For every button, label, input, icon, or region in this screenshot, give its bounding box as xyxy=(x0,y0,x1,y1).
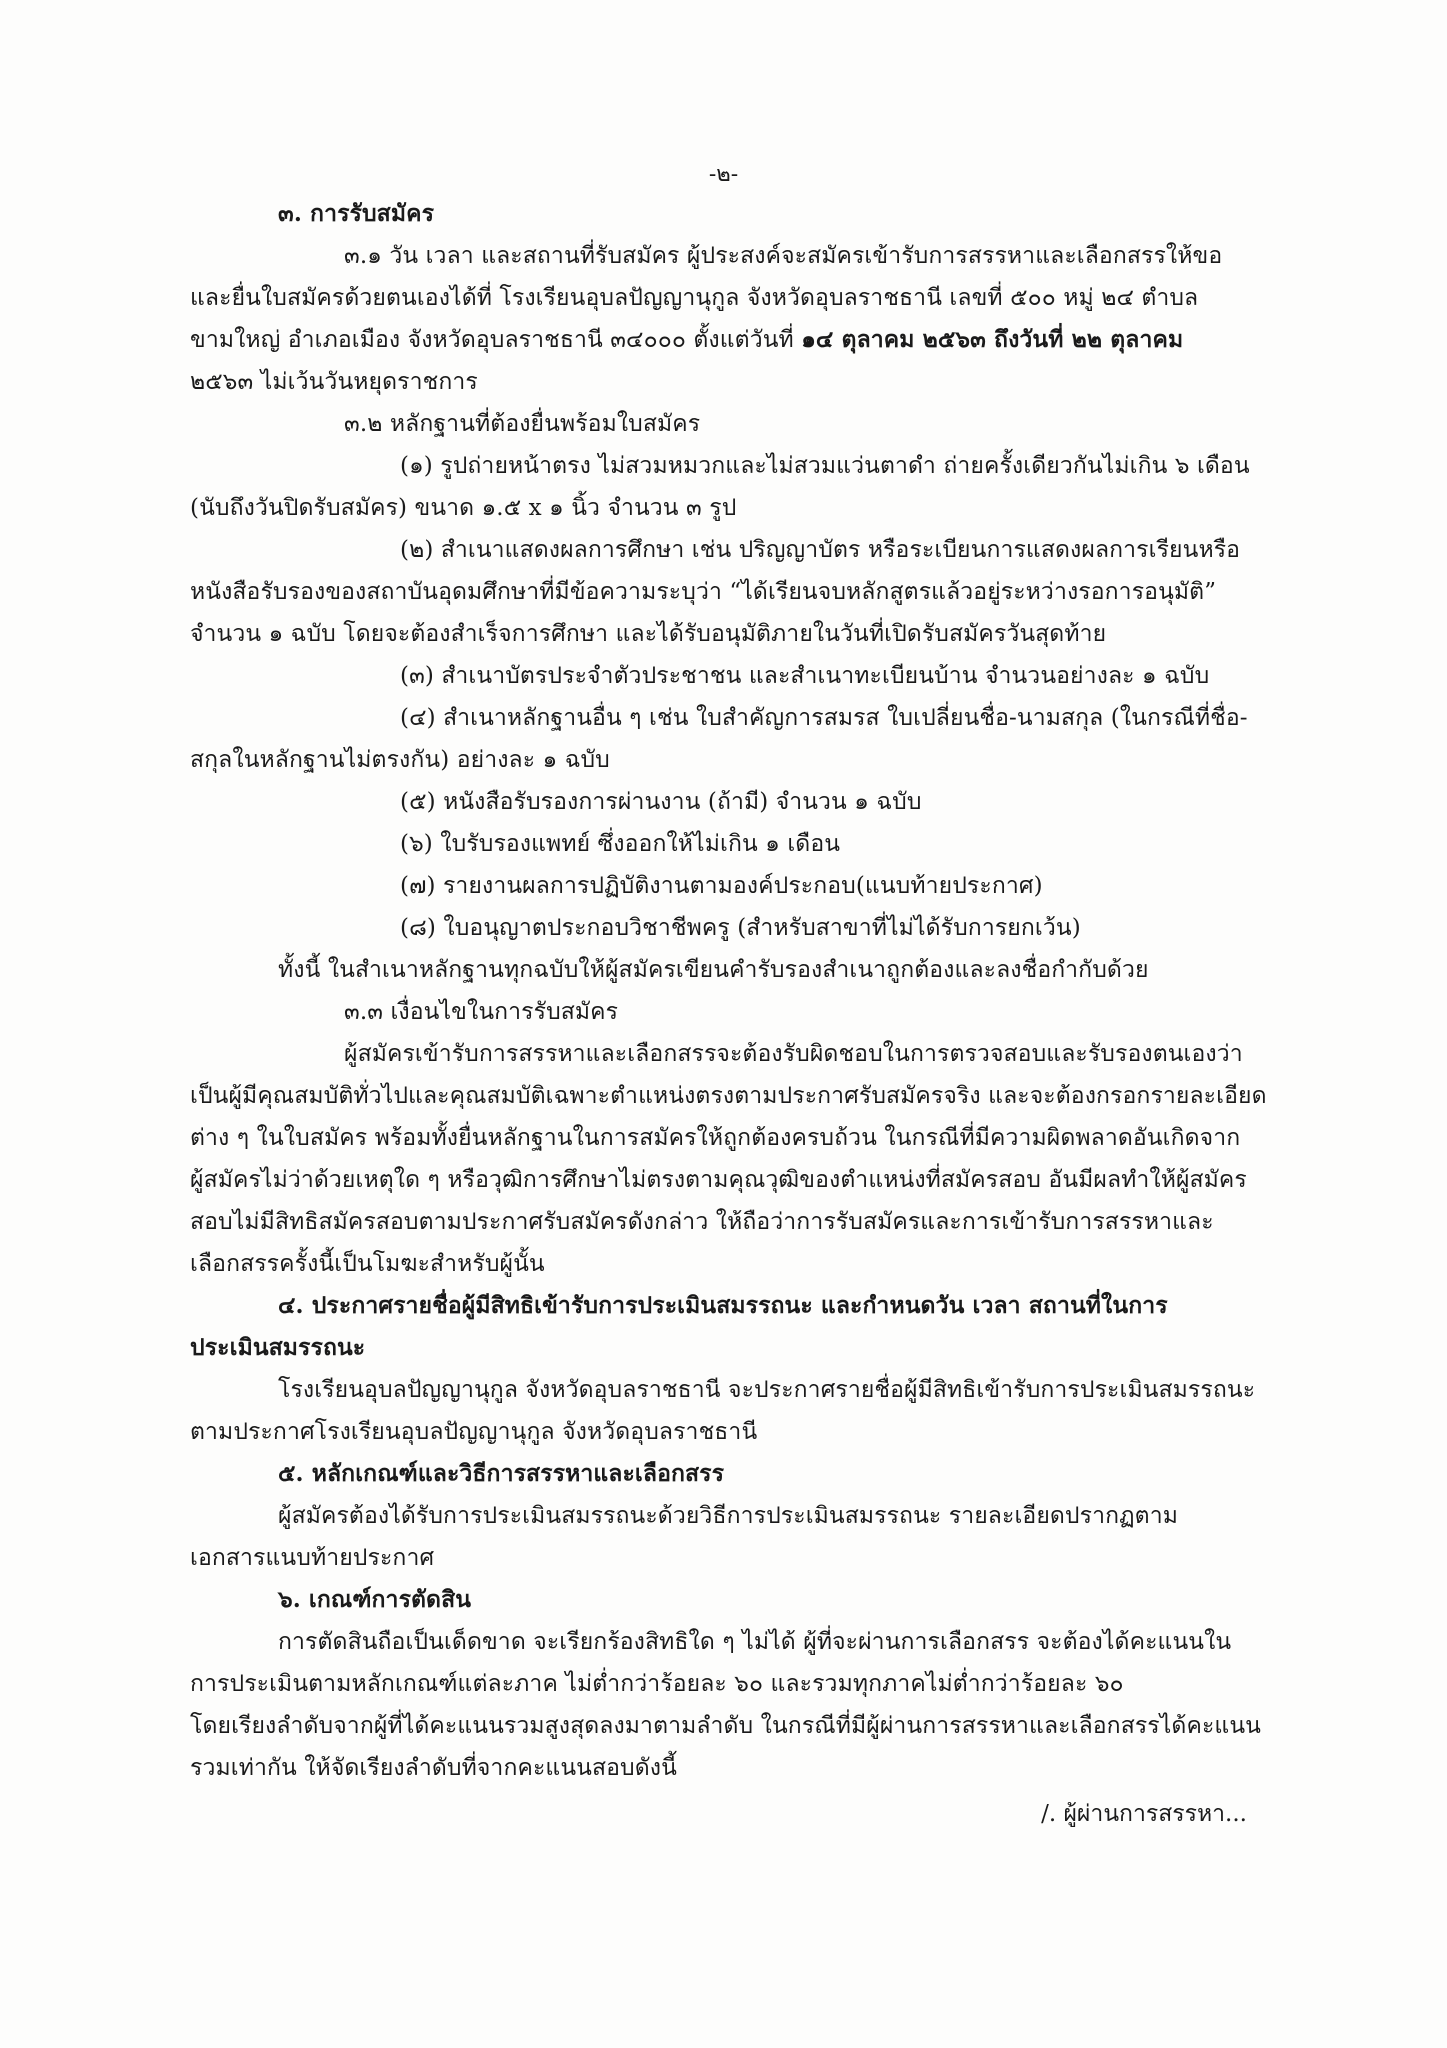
section-5-heading: ๕. หลักเกณฑ์และวิธีการสรรหาและเลือกสรร xyxy=(278,1460,725,1487)
section-4-body: โรงเรียนอุบลปัญญานุกูล จังหวัดอุบลราชธานี จะประกาศรายชื่อผู้มีสิทธิเข้ารับการประเมินสมรรถนะ xyxy=(278,1377,1256,1403)
document-item: (๕) หนังสือรับรองการผ่านงาน (ถ้ามี) จำนวน ๑ ฉบับ xyxy=(400,789,922,815)
certification-note: ทั้งนี้ ในสำเนาหลักฐานทุกฉบับให้ผู้สมัครเขียนคำรับรองสำเนาถูกต้องและลงชื่อกำกับด้วย xyxy=(278,957,1149,983)
section-4-heading: ประเมินสมรรถนะ xyxy=(190,1334,366,1361)
page-number: -๒- xyxy=(708,162,739,187)
section-3-3-line: ผู้สมัครเข้ารับการสรรหาและเลือกสรรจะต้องรับผิดชอบในการตรวจสอบและรับรองตนเองว่า xyxy=(344,1041,1243,1067)
section-3-1-line: ๓.๑ วัน เวลา และสถานที่รับสมัคร ผู้ประสงค์จะสมัครเข้ารับการสรรหาและเลือกสรรให้ขอ xyxy=(344,243,1223,269)
document-item: (๓) สำเนาบัตรประจำตัวประชาชน และสำเนาทะเบียนบ้าน จำนวนอย่างละ ๑ ฉบับ xyxy=(400,663,1210,689)
section-3-3-line: ผู้สมัครไม่ว่าด้วยเหตุใด ๆ หรือวุฒิการศึกษาไม่ตรงตามคุณวุฒิของตำแหน่งที่สมัครสอบ อันมีผลทำให้ผู้สมัคร xyxy=(190,1167,1247,1193)
section-3-3-heading: ๓.๓ เงื่อนไขในการรับสมัคร xyxy=(344,999,619,1025)
section-3-1-line xyxy=(190,324,1183,356)
continuation-note: /. ผู้ผ่านการสรรหา... xyxy=(1041,1801,1247,1827)
section-6-body: รวมเท่ากัน ให้จัดเรียงลำดับที่จากคะแนนสอบดังนี้ xyxy=(190,1755,677,1781)
document-item: (๖) ใบรับรองแพทย์ ซึ่งออกให้ไม่เกิน ๑ เดือน xyxy=(400,831,841,857)
section-4-heading: ๔. ประกาศรายชื่อผู้มีสิทธิเข้ารับการประเมินสมรรถนะ และกำหนดวัน เวลา สถานที่ในการ xyxy=(278,1292,1168,1319)
section-3-3-line: ต่าง ๆ ในใบสมัคร พร้อมทั้งยื่นหลักฐานในการสมัครให้ถูกต้องครบถ้วน ในกรณีที่มีความผิดพลาดอันเกิดจาก xyxy=(190,1125,1241,1151)
section-3-3-line: เลือกสรรครั้งนี้เป็นโมฆะสำหรับผู้นั้น xyxy=(190,1251,545,1277)
section-3-1-line: ๒๕๖๓ ไม่เว้นวันหยุดราชการ xyxy=(190,369,478,395)
section-3-3-line: เป็นผู้มีคุณสมบัติทั่วไปและคุณสมบัติเฉพาะตำแหน่งตรงตามประกาศรับสมัครจริง และจะต้องกรอกรายละเอียด xyxy=(190,1083,1267,1109)
section-5-body: ผู้สมัครต้องได้รับการประเมินสมรรถนะด้วยวิธีการประเมินสมรรถนะ รายละเอียดปรากฏตาม xyxy=(278,1503,1178,1529)
section-6-body: โดยเรียงลำดับจากผู้ที่ได้คะแนนรวมสูงสุดลงมาตามลำดับ ในกรณีที่มีผู้ผ่านการสรรหาและเลือกสรรได้คะแนน xyxy=(190,1713,1261,1739)
document-item: (๔) สำเนาหลักฐานอื่น ๆ เช่น ใบสำคัญการสมรส ใบเปลี่ยนชื่อ-นามสกุล (ในกรณีที่ชื่อ- xyxy=(400,705,1248,731)
section-4-body: ตามประกาศโรงเรียนอุบลปัญญานุกูล จังหวัดอุบลราชธานี xyxy=(190,1419,758,1445)
section-3-heading: ๓. การรับสมัคร xyxy=(278,200,435,227)
section-3-2-heading: ๓.๒ หลักฐานที่ต้องยื่นพร้อมใบสมัคร xyxy=(344,411,701,437)
section-3-3-line: สอบไม่มีสิทธิสมัครสอบตามประกาศรับสมัครดังกล่าว ให้ถือว่าการรับสมัครและการเข้ารับการสรรหาและ xyxy=(190,1209,1214,1235)
section-5-body: เอกสารแนบท้ายประกาศ xyxy=(190,1545,435,1571)
section-3-1-text: ขามใหญ่ อำเภอเมือง จังหวัดอุบลราชธานี ๓๔๐๐๐ ตั้งแต่วันที่ xyxy=(190,327,802,353)
document-item: (๘) ใบอนุญาตประกอบวิชาชีพครู (สำหรับสาขาที่ไม่ได้รับการยกเว้น) xyxy=(400,915,1081,941)
document-item: หนังสือรับรองของสถาบันอุดมศึกษาที่มีข้อความระบุว่า “ได้เรียนจบหลักสูตรแล้วอยู่ระหว่างรอการอนุมัติ” xyxy=(190,579,1217,605)
document-item: (๒) สำเนาแสดงผลการศึกษา เช่น ปริญญาบัตร หรือระเบียนการแสดงผลการเรียนหรือ xyxy=(400,537,1241,563)
section-6-body: การตัดสินถือเป็นเด็ดขาด จะเรียกร้องสิทธิใด ๆ ไม่ได้ ผู้ที่จะผ่านการเลือกสรร จะต้องได้คะแนนใน xyxy=(278,1629,1232,1655)
document-item: (๗) รายงานผลการปฏิบัติงานตามองค์ประกอบ(แนบท้ายประกาศ) xyxy=(400,873,1043,899)
document-item: สกุลในหลักฐานไม่ตรงกัน) อย่างละ ๑ ฉบับ xyxy=(190,747,610,773)
section-3-1-line: และยื่นใบสมัครด้วยตนเองได้ที่ โรงเรียนอุบลปัญญานุกูล จังหวัดอุบลราชธานี เลขที่ ๕๐๐ หมู่ ๒๔ ตำบล xyxy=(190,285,1199,311)
section-6-body: การประเมินตามหลักเกณฑ์แต่ละภาค ไม่ต่ำกว่าร้อยละ ๖๐ และรวมทุกภาคไม่ต่ำกว่าร้อยละ ๖๐ xyxy=(190,1671,1124,1697)
application-dates: ๑๔ ตุลาคม ๒๕๖๓ ถึงวันที่ ๒๒ ตุลาคม xyxy=(801,326,1184,353)
document-item: จำนวน ๑ ฉบับ โดยจะต้องสำเร็จการศึกษา และได้รับอนุมัติภายในวันที่เปิดรับสมัครวันสุดท้าย xyxy=(190,621,1107,647)
section-6-heading: ๖. เกณฑ์การตัดสิน xyxy=(278,1586,472,1613)
document-item: (๑) รูปถ่ายหน้าตรง ไม่สวมหมวกและไม่สวมแว่นตาดำ ถ่ายครั้งเดียวกันไม่เกิน ๖ เดือน xyxy=(400,453,1250,479)
document-item: (นับถึงวันปิดรับสมัคร) ขนาด ๑.๕ x ๑ นิ้ว จำนวน ๓ รูป xyxy=(190,495,737,521)
